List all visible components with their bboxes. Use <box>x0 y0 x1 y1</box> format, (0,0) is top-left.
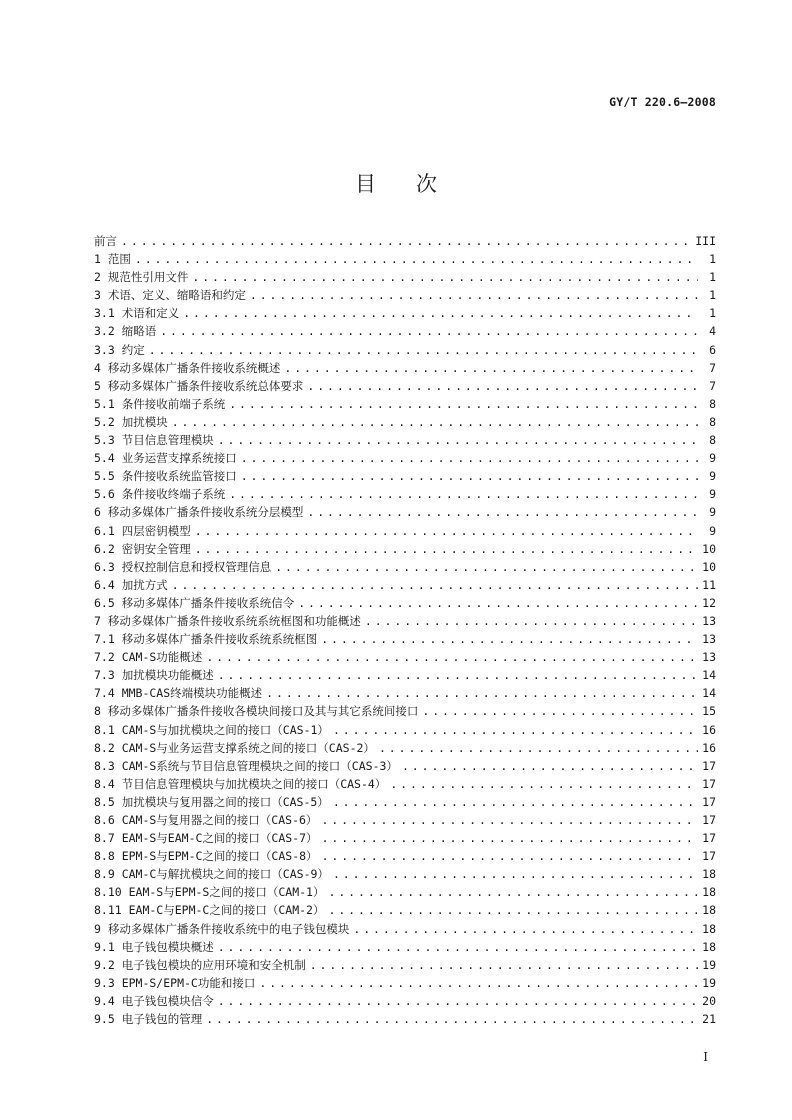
toc-entry-label: 5.6 条件接收终端子系统 <box>94 487 226 502</box>
toc-entry-label: 8.10 EAM-S与EPM-S之间的接口（CAM-1） <box>94 885 325 900</box>
toc-entry-label: 8.5 加扰模块与复用器之间的接口（CAS-5） <box>94 794 329 809</box>
toc-entry[interactable] <box>94 992 716 1010</box>
toc-entry-page: 11 <box>702 577 716 592</box>
toc-entry-page: 1 <box>709 288 716 303</box>
page-number: I <box>703 1050 708 1064</box>
toc-entry-label: 8.8 EPM-S与EPM-C之间的接口（CAS-8） <box>94 849 318 864</box>
page-title: 目次 <box>355 172 477 196</box>
toc-leader-dots <box>218 431 698 449</box>
toc-entry-label: 3 术语、定义、缩略语和约定 <box>94 288 246 303</box>
toc-entry[interactable] <box>94 956 716 974</box>
toc-entry-label: 7.4 MMB-CAS终端模块功能概述 <box>94 686 263 701</box>
toc-entry-page: 17 <box>702 849 716 864</box>
toc-entry-page: 17 <box>702 758 716 773</box>
toc-leader-dots <box>266 684 698 702</box>
toc-leader-dots <box>218 992 698 1010</box>
toc-entry-page: 13 <box>702 650 716 665</box>
toc-entry-page: 16 <box>702 722 716 737</box>
toc-entry-label: 7.2 CAM-S功能概述 <box>94 650 203 665</box>
toc-entry-page: 9 <box>709 487 716 502</box>
toc-entry-page: 13 <box>702 632 716 647</box>
toc-leader-dots <box>321 811 698 829</box>
toc-entry-label: 1 范围 <box>94 252 131 267</box>
toc-entry-label: 8.11 EAM-C与EPM-C之间的接口（CAM-2） <box>94 903 325 918</box>
toc-entry[interactable] <box>94 268 716 286</box>
toc-entry-label: 2 规范性引用文件 <box>94 270 189 285</box>
toc-entry[interactable] <box>94 359 716 377</box>
toc-entry-page: 17 <box>702 813 716 827</box>
toc-entry-label: 5.5 条件接收系统监管接口 <box>94 469 237 484</box>
toc-entry-page: 14 <box>702 686 716 701</box>
toc-leader-dots <box>379 739 698 757</box>
toc-leader-dots <box>307 503 698 521</box>
toc-entry-page: 1 <box>709 270 716 285</box>
toc-entry[interactable] <box>94 377 716 395</box>
toc-leader-dots <box>218 666 698 684</box>
toc-entry-page: 17 <box>702 776 716 791</box>
toc-leader-dots <box>195 540 698 558</box>
toc-entry[interactable] <box>94 702 716 720</box>
toc-entry-label: 9.4 电子钱包模块信令 <box>94 993 214 1008</box>
toc-leader-dots <box>328 883 698 901</box>
toc-entry[interactable] <box>94 558 716 576</box>
toc-entry-label: 5.3 节目信息管理模块 <box>94 433 214 448</box>
toc-entry-page: 14 <box>702 668 716 683</box>
toc-entry-label: 9 移动多媒体广播条件接收系统中的电子钱包模块 <box>94 921 350 936</box>
toc-entry[interactable] <box>94 395 716 413</box>
toc-entry-page: 18 <box>702 939 716 954</box>
toc-leader-dots <box>275 558 698 576</box>
toc-leader-dots <box>333 721 698 739</box>
toc-leader-dots <box>241 449 698 467</box>
toc-entry[interactable] <box>94 630 716 648</box>
toc-entry[interactable] <box>94 286 716 304</box>
toc-entry-page: 6 <box>709 342 716 357</box>
toc-entry-label: 6.5 移动多媒体广播条件接收系统信令 <box>94 595 295 610</box>
toc-entry-page: 8 <box>709 433 716 448</box>
toc-entry-label: 8.1 CAM-S与加扰模块之间的接口（CAS-1） <box>94 722 329 737</box>
toc-entry-page: 16 <box>702 740 716 755</box>
toc-entry[interactable] <box>94 594 716 612</box>
toc-entry-page: 7 <box>709 360 716 375</box>
toc-leader-dots <box>390 775 698 793</box>
toc-entry[interactable] <box>94 684 716 702</box>
toc-entry-page: 20 <box>702 993 716 1008</box>
toc-entry-label: 6.3 授权控制信息和授权管理信息 <box>94 559 272 574</box>
toc-entry-label: 9.5 电子钱包的管理 <box>94 1012 203 1027</box>
toc-entry-label: 5.2 加扰模块 <box>94 414 168 429</box>
toc-entry[interactable] <box>94 522 716 540</box>
toc-leader-dots <box>333 793 698 811</box>
toc-entry[interactable] <box>94 322 716 340</box>
toc-leader-dots <box>365 612 698 630</box>
toc-entry-page: 10 <box>702 559 716 574</box>
toc-entry-label: 8.4 节目信息管理模块与加扰模块之间的接口（CAS-4） <box>94 776 387 791</box>
toc-leader-dots <box>135 250 698 268</box>
toc-leader-dots <box>284 359 698 377</box>
toc-entry-label: 8.9 CAM-C与解扰模块之间的接口（CAS-9） <box>94 867 329 882</box>
toc-entry[interactable] <box>94 232 716 250</box>
toc-entry-label: 7.1 移动多媒体广播条件接收系统系统框图 <box>94 632 318 647</box>
toc-leader-dots <box>195 522 698 540</box>
toc-entry[interactable] <box>94 775 716 793</box>
toc-entry-page: 10 <box>702 541 716 556</box>
toc-entry-label: 5.1 条件接收前端子系统 <box>94 396 226 411</box>
toc-entry[interactable] <box>94 413 716 431</box>
toc-entry-label: 8.6 CAM-S与复用器之间的接口（CAS-6） <box>94 813 318 827</box>
toc-leader-dots <box>218 938 698 956</box>
toc-entry-label: 前言 <box>94 234 117 248</box>
toc-entry-label: 9.3 EPM-S/EPM-C功能和接口 <box>94 975 256 990</box>
toc-entry-label: 9.1 电子钱包模块概述 <box>94 939 214 954</box>
toc-entry-label: 6.2 密钥安全管理 <box>94 541 191 556</box>
toc-entry[interactable] <box>94 829 716 847</box>
toc-entry-label: 3.3 约定 <box>94 342 145 357</box>
toc-leader-dots <box>241 467 698 485</box>
toc-entry[interactable] <box>94 612 716 630</box>
toc-entry-label: 5 移动多媒体广播条件接收系统总体要求 <box>94 378 304 393</box>
toc-entry-page: 9 <box>709 469 716 484</box>
toc-leader-dots <box>422 702 698 720</box>
toc-entry-label: 3.1 术语和定义 <box>94 306 180 321</box>
toc-entry-page: 8 <box>709 396 716 411</box>
toc-entry[interactable] <box>94 757 716 775</box>
toc-entry[interactable] <box>94 503 716 521</box>
toc-entry-label: 6.1 四层密钥模型 <box>94 523 191 538</box>
toc-entry[interactable] <box>94 901 716 919</box>
toc-entry-label: 7 移动多媒体广播条件接收系统系统框图和功能概述 <box>94 613 361 628</box>
toc-entry-page: 8 <box>709 414 716 429</box>
toc-entry-label: 6 移动多媒体广播条件接收系统分层模型 <box>94 505 304 520</box>
toc-entry[interactable] <box>94 449 716 467</box>
toc-entry-page: 18 <box>702 921 716 936</box>
toc-entry-page: 18 <box>702 903 716 918</box>
toc-leader-dots <box>259 974 698 992</box>
toc-entry[interactable] <box>94 721 716 739</box>
toc-entry[interactable] <box>94 793 716 811</box>
toc-leader-dots <box>402 757 698 775</box>
toc-entry-label: 9.2 电子钱包模块的应用环境和安全机制 <box>94 957 306 972</box>
toc-entry[interactable] <box>94 811 716 829</box>
toc-entry-page: 18 <box>702 867 716 882</box>
toc-entry-page: 19 <box>702 975 716 990</box>
toc-entry[interactable] <box>94 865 716 883</box>
toc-entry-page: 15 <box>702 704 716 719</box>
toc-entry-page: 9 <box>709 451 716 466</box>
toc-entry-page: III <box>695 234 716 248</box>
toc-leader-dots <box>172 413 698 431</box>
toc-leader-dots <box>183 304 698 322</box>
toc-leader-dots <box>333 865 698 883</box>
toc-entry[interactable] <box>94 938 716 956</box>
toc-leader-dots <box>206 1010 698 1028</box>
toc-leader-dots <box>310 956 698 974</box>
toc-leader-dots <box>250 286 698 304</box>
toc-entry-page: 9 <box>709 505 716 520</box>
toc-leader-dots <box>121 232 691 250</box>
toc-entry-label: 7.3 加扰模块功能概述 <box>94 668 214 683</box>
toc-leader-dots <box>206 648 698 666</box>
toc-leader-dots <box>328 901 698 919</box>
toc-entry-page: 18 <box>702 885 716 900</box>
toc-leader-dots <box>322 847 698 865</box>
toc-entry-page: 17 <box>702 831 716 846</box>
toc-entry[interactable] <box>94 576 716 594</box>
toc-entry-page: 19 <box>702 957 716 972</box>
toc-entry-page: 21 <box>702 1012 716 1027</box>
toc-leader-dots <box>321 630 698 648</box>
toc-entry-label: 8.2 CAM-S与业务运营支撑系统之间的接口（CAS-2） <box>94 740 375 755</box>
toc-leader-dots <box>172 576 698 594</box>
toc-entry[interactable] <box>94 883 716 901</box>
toc-entry[interactable] <box>94 739 716 757</box>
table-of-contents <box>94 232 716 1028</box>
toc-entry[interactable] <box>94 304 716 322</box>
toc-entry-page: 7 <box>709 378 716 393</box>
toc-entry[interactable] <box>94 341 716 359</box>
toc-entry-label: 8.3 CAM-S系统与节目信息管理模块之间的接口（CAS-3） <box>94 758 398 773</box>
toc-entry-label: 6.4 加扰方式 <box>94 577 168 592</box>
toc-entry[interactable] <box>94 540 716 558</box>
toc-leader-dots <box>160 322 698 340</box>
toc-leader-dots <box>353 920 698 938</box>
toc-leader-dots <box>307 377 698 395</box>
toc-entry[interactable] <box>94 1010 716 1028</box>
toc-entry-label: 3.2 缩略语 <box>94 324 157 339</box>
toc-leader-dots <box>322 829 698 847</box>
toc-entry[interactable] <box>94 467 716 485</box>
toc-entry-page: 4 <box>709 324 716 339</box>
toc-entry[interactable] <box>94 485 716 503</box>
toc-leader-dots <box>149 341 698 359</box>
toc-entry-label: 8.7 EAM-S与EAM-C之间的接口（CAS-7） <box>94 831 318 846</box>
toc-entry[interactable] <box>94 847 716 865</box>
standard-code: GY/T 220.6—2008 <box>609 95 716 109</box>
toc-entry-page: 1 <box>709 252 716 267</box>
toc-entry-label: 4 移动多媒体广播条件接收系统概述 <box>94 360 281 375</box>
toc-entry[interactable] <box>94 974 716 992</box>
toc-entry-page: 12 <box>702 595 716 610</box>
toc-entry[interactable] <box>94 920 716 938</box>
toc-entry[interactable] <box>94 431 716 449</box>
toc-entry-page: 1 <box>709 306 716 321</box>
toc-entry[interactable] <box>94 648 716 666</box>
toc-entry[interactable] <box>94 250 716 268</box>
toc-entry-label: 5.4 业务运营支撑系统接口 <box>94 451 237 466</box>
toc-leader-dots <box>298 594 698 612</box>
toc-entry[interactable] <box>94 666 716 684</box>
toc-entry-page: 9 <box>709 523 716 538</box>
toc-leader-dots <box>229 485 698 503</box>
toc-entry-page: 17 <box>702 794 716 809</box>
toc-leader-dots <box>229 395 698 413</box>
toc-entry-label: 8 移动多媒体广播条件接收各模块间接口及其与其它系统间接口 <box>94 704 419 719</box>
toc-leader-dots <box>192 268 698 286</box>
toc-entry-page: 13 <box>702 613 716 628</box>
